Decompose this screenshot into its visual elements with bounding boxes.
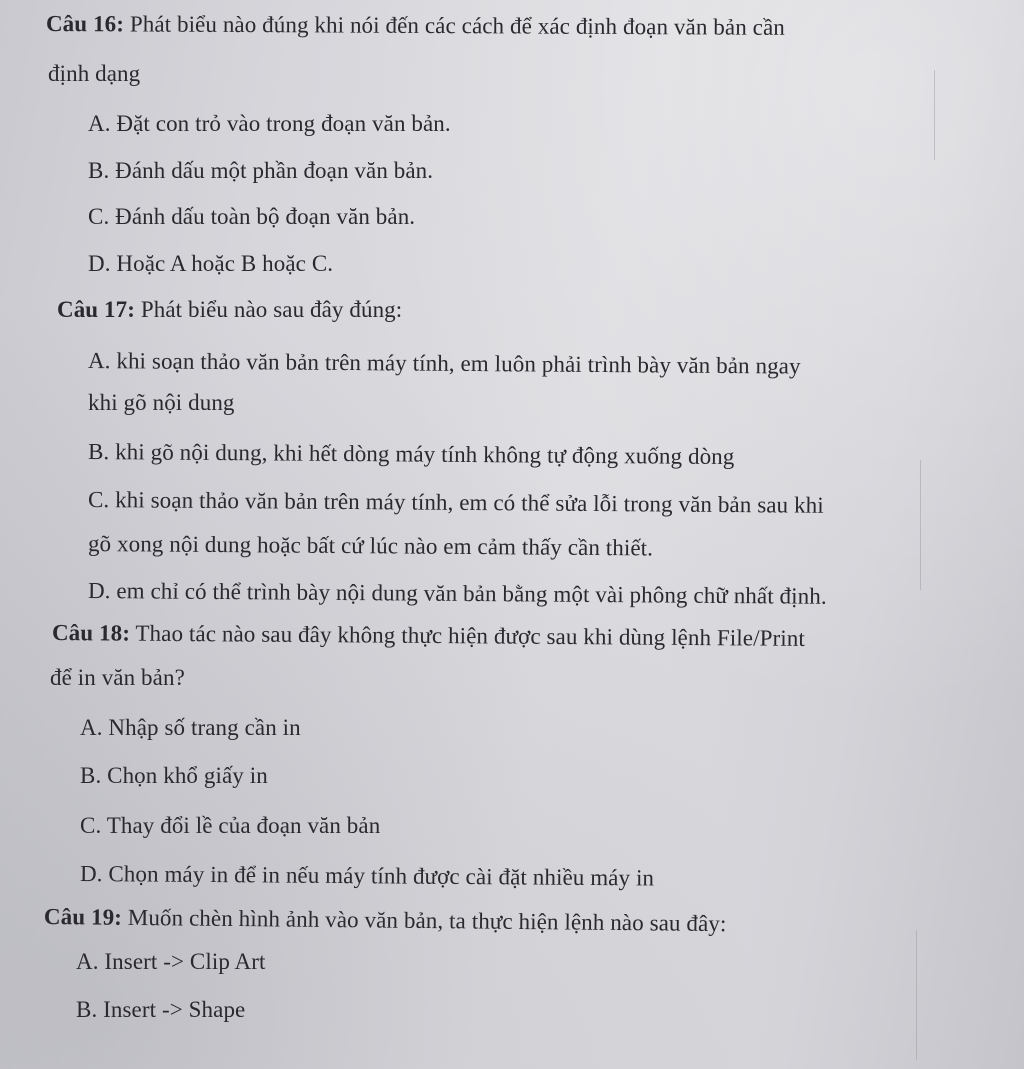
question-18-line-2: để in văn bản? [50,665,185,690]
paper-crease [916,930,917,1060]
question-16-option-d: D. Hoặc A hoặc B hoặc C. [88,251,334,276]
question-17-line-1 [57,296,402,324]
question-18-label: Câu 18: [51,620,131,646]
question-17-option-b: B. khi gõ nội dung, khi hết dòng máy tính không tự động xuống dòng [87,439,735,470]
question-19-label: Câu 19: [43,904,123,930]
paper-crease [934,70,935,160]
question-18-line-1 [52,619,805,653]
question-16-line-2: định dạng [48,61,141,86]
question-17-option-d: D. em chỉ có thể trình bày nội dung văn bản bằng một vài phông chữ nhất định. [87,578,827,609]
question-18-option-a: A. Nhập số trang cần in [80,715,301,740]
question-17-label: Câu 17: [57,297,136,322]
question-19-line-1 [44,903,727,938]
question-19-option-b: B. Insert -> Shape [76,997,246,1022]
question-16-option-a: A. Đặt con trỏ vào trong đoạn văn bản. [88,111,451,136]
question-16-line-1 [46,10,785,42]
question-18-option-d: D. Chọn máy in để in nếu máy tính được cài đặt nhiều máy in [79,861,655,891]
question-19-text: Muốn chèn hình ảnh vào văn bản, ta thực hiện lệnh nào sau đây: [121,904,727,937]
question-16-text: Phát biểu nào đúng khi nói đến các cách để xác định đoạn văn bản cần [123,11,785,40]
question-18-option-c: C. Thay đổi lề của đoạn văn bản [80,813,381,838]
question-19-option-a: A. Insert -> Clip Art [76,949,266,974]
question-16-label: Câu 16: [45,11,125,37]
question-17-text: Phát biểu nào sau đây đúng: [135,297,403,322]
question-17-option-c-line-2: gõ xong nội dung hoặc bất cứ lúc nào em cảm thấy cần thiết. [87,531,654,561]
question-16-option-c: C. Đánh dấu toàn bộ đoạn văn bản. [88,204,416,229]
question-17-option-a-line-2: khi gõ nội dung [88,390,235,415]
question-17-option-c-line-1: C. khi soạn thảo văn bản trên máy tính, em có thể sửa lỗi trong văn bản sau khi [87,487,824,518]
question-17-option-a-line-1: A. khi soạn thảo văn bản trên máy tính, em luôn phải trình bày văn bản ngay [87,348,801,379]
question-18-text: Thao tác nào sau đây không thực hiện được sau khi dùng lệnh File/Print [129,620,805,651]
question-18-option-b: B. Chọn khổ giấy in [80,763,268,788]
paper-crease [920,460,921,590]
question-16-option-b: B. Đánh dấu một phần đoạn văn bản. [88,158,434,183]
